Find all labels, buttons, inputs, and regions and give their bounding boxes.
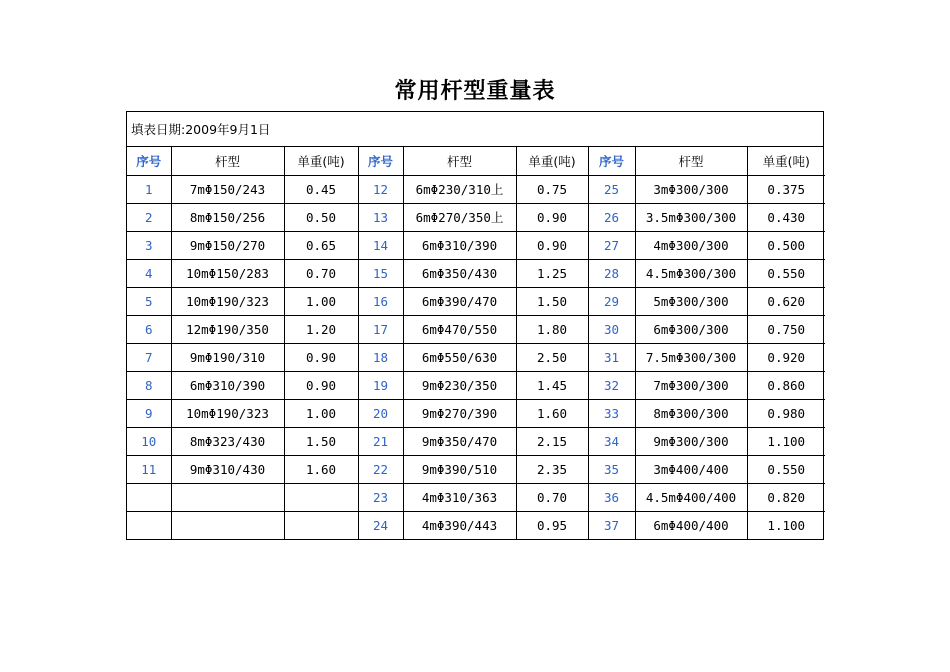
seq-cell: 8 xyxy=(127,371,171,399)
seq-cell: 29 xyxy=(588,287,635,315)
seq-cell: 16 xyxy=(358,287,403,315)
seq-cell: 37 xyxy=(588,511,635,539)
pole-type-cell: 3mΦ400/400 xyxy=(635,455,747,483)
unit-weight-cell: 2.15 xyxy=(516,427,588,455)
seq-cell: 21 xyxy=(358,427,403,455)
table-row xyxy=(127,315,825,343)
header-seq: 序号 xyxy=(588,147,635,175)
unit-weight-cell: 2.50 xyxy=(516,343,588,371)
pole-type-cell: 3.5mΦ300/300 xyxy=(635,203,747,231)
unit-weight-cell: 0.820 xyxy=(747,483,825,511)
seq-cell: 15 xyxy=(358,259,403,287)
table-row xyxy=(127,483,825,511)
table-row xyxy=(127,427,825,455)
seq-cell: 4 xyxy=(127,259,171,287)
header-unit-weight: 单重(吨) xyxy=(284,147,358,175)
table-row xyxy=(127,371,825,399)
page-title: 常用杆型重量表 xyxy=(394,79,556,104)
seq-cell: 32 xyxy=(588,371,635,399)
seq-cell: 10 xyxy=(127,427,171,455)
header-seq: 序号 xyxy=(127,147,171,175)
pole-type-cell: 6mΦ350/430 xyxy=(403,259,516,287)
seq-cell: 33 xyxy=(588,399,635,427)
weight-table-sheet xyxy=(126,111,824,540)
unit-weight-cell: 0.95 xyxy=(516,511,588,539)
header-unit-weight: 单重(吨) xyxy=(747,147,825,175)
seq-cell: 14 xyxy=(358,231,403,259)
seq-cell: 24 xyxy=(358,511,403,539)
seq-cell: 30 xyxy=(588,315,635,343)
unit-weight-cell: 1.60 xyxy=(516,399,588,427)
pole-type-cell: 4mΦ300/300 xyxy=(635,231,747,259)
pole-type-cell: 3mΦ300/300 xyxy=(635,175,747,203)
seq-cell: 12 xyxy=(358,175,403,203)
unit-weight-cell: 1.100 xyxy=(747,427,825,455)
table-row xyxy=(127,287,825,315)
pole-type-cell: 4.5mΦ400/400 xyxy=(635,483,747,511)
unit-weight-cell: 0.550 xyxy=(747,259,825,287)
seq-cell: 22 xyxy=(358,455,403,483)
seq-cell xyxy=(127,483,171,511)
seq-cell: 9 xyxy=(127,399,171,427)
seq-cell: 31 xyxy=(588,343,635,371)
pole-type-cell xyxy=(171,483,284,511)
pole-type-cell: 8mΦ150/256 xyxy=(171,203,284,231)
unit-weight-cell xyxy=(284,511,358,539)
seq-cell: 34 xyxy=(588,427,635,455)
unit-weight-cell: 1.20 xyxy=(284,315,358,343)
pole-type-cell: 6mΦ390/470 xyxy=(403,287,516,315)
unit-weight-cell: 1.80 xyxy=(516,315,588,343)
unit-weight-cell: 0.375 xyxy=(747,175,825,203)
table-row xyxy=(127,231,825,259)
pole-type-cell: 6mΦ550/630 xyxy=(403,343,516,371)
unit-weight-cell: 0.75 xyxy=(516,175,588,203)
pole-type-cell: 9mΦ300/300 xyxy=(635,427,747,455)
unit-weight-cell: 0.430 xyxy=(747,203,825,231)
pole-type-cell: 9mΦ230/350 xyxy=(403,371,516,399)
unit-weight-cell: 0.550 xyxy=(747,455,825,483)
unit-weight-cell: 0.860 xyxy=(747,371,825,399)
header-seq: 序号 xyxy=(358,147,403,175)
unit-weight-cell: 2.35 xyxy=(516,455,588,483)
seq-cell: 5 xyxy=(127,287,171,315)
pole-type-cell: 4mΦ310/363 xyxy=(403,483,516,511)
pole-type-cell: 6mΦ470/550 xyxy=(403,315,516,343)
seq-cell xyxy=(127,511,171,539)
unit-weight-cell: 0.90 xyxy=(284,343,358,371)
header-pole-type: 杆型 xyxy=(171,147,284,175)
pole-type-cell: 6mΦ270/350上 xyxy=(403,203,516,231)
pole-type-cell: 4.5mΦ300/300 xyxy=(635,259,747,287)
seq-cell: 3 xyxy=(127,231,171,259)
pole-type-cell: 9mΦ190/310 xyxy=(171,343,284,371)
pole-type-cell: 6mΦ230/310上 xyxy=(403,175,516,203)
unit-weight-cell: 1.45 xyxy=(516,371,588,399)
unit-weight-cell: 0.50 xyxy=(284,203,358,231)
seq-cell: 11 xyxy=(127,455,171,483)
pole-type-cell: 8mΦ300/300 xyxy=(635,399,747,427)
pole-type-cell: 6mΦ400/400 xyxy=(635,511,747,539)
pole-type-cell: 8mΦ323/430 xyxy=(171,427,284,455)
seq-cell: 2 xyxy=(127,203,171,231)
pole-type-cell: 6mΦ310/390 xyxy=(403,231,516,259)
header-pole-type: 杆型 xyxy=(403,147,516,175)
pole-type-cell: 9mΦ310/430 xyxy=(171,455,284,483)
header-unit-weight: 单重(吨) xyxy=(516,147,588,175)
unit-weight-cell: 0.500 xyxy=(747,231,825,259)
seq-cell: 20 xyxy=(358,399,403,427)
pole-type-cell: 10mΦ190/323 xyxy=(171,287,284,315)
pole-type-cell: 9mΦ390/510 xyxy=(403,455,516,483)
fill-date: 填表日期:2009年9月1日 xyxy=(127,112,823,147)
unit-weight-cell: 0.70 xyxy=(516,483,588,511)
unit-weight-cell: 1.100 xyxy=(747,511,825,539)
seq-cell: 26 xyxy=(588,203,635,231)
table-row xyxy=(127,455,825,483)
unit-weight-cell: 0.45 xyxy=(284,175,358,203)
seq-cell: 7 xyxy=(127,343,171,371)
unit-weight-cell: 0.980 xyxy=(747,399,825,427)
seq-cell: 19 xyxy=(358,371,403,399)
seq-cell: 28 xyxy=(588,259,635,287)
unit-weight-cell: 0.920 xyxy=(747,343,825,371)
table-row xyxy=(127,399,825,427)
seq-cell: 17 xyxy=(358,315,403,343)
seq-cell: 27 xyxy=(588,231,635,259)
unit-weight-cell: 1.00 xyxy=(284,287,358,315)
pole-type-cell: 12mΦ190/350 xyxy=(171,315,284,343)
pole-type-cell: 7mΦ150/243 xyxy=(171,175,284,203)
unit-weight-cell: 0.65 xyxy=(284,231,358,259)
table-row xyxy=(127,259,825,287)
pole-type-cell: 9mΦ270/390 xyxy=(403,399,516,427)
pole-type-cell: 5mΦ300/300 xyxy=(635,287,747,315)
pole-type-cell: 10mΦ190/323 xyxy=(171,399,284,427)
seq-cell: 6 xyxy=(127,315,171,343)
seq-cell: 35 xyxy=(588,455,635,483)
unit-weight-cell: 1.60 xyxy=(284,455,358,483)
pole-type-cell: 4mΦ390/443 xyxy=(403,511,516,539)
unit-weight-cell: 0.90 xyxy=(516,231,588,259)
pole-type-cell: 7.5mΦ300/300 xyxy=(635,343,747,371)
seq-cell: 18 xyxy=(358,343,403,371)
unit-weight-cell: 0.90 xyxy=(516,203,588,231)
weight-table xyxy=(127,147,825,539)
header-pole-type: 杆型 xyxy=(635,147,747,175)
seq-cell: 13 xyxy=(358,203,403,231)
table-body xyxy=(127,175,825,539)
unit-weight-cell xyxy=(284,483,358,511)
seq-cell: 1 xyxy=(127,175,171,203)
unit-weight-cell: 0.620 xyxy=(747,287,825,315)
seq-cell: 23 xyxy=(358,483,403,511)
table-row xyxy=(127,511,825,539)
table-row xyxy=(127,175,825,203)
unit-weight-cell: 1.50 xyxy=(284,427,358,455)
unit-weight-cell: 0.70 xyxy=(284,259,358,287)
pole-type-cell: 10mΦ150/283 xyxy=(171,259,284,287)
pole-type-cell: 9mΦ150/270 xyxy=(171,231,284,259)
pole-type-cell: 6mΦ300/300 xyxy=(635,315,747,343)
pole-type-cell: 6mΦ310/390 xyxy=(171,371,284,399)
pole-type-cell: 7mΦ300/300 xyxy=(635,371,747,399)
unit-weight-cell: 1.50 xyxy=(516,287,588,315)
unit-weight-cell: 0.750 xyxy=(747,315,825,343)
table-row xyxy=(127,343,825,371)
pole-type-cell: 9mΦ350/470 xyxy=(403,427,516,455)
unit-weight-cell: 0.90 xyxy=(284,371,358,399)
pole-type-cell xyxy=(171,511,284,539)
table-row xyxy=(127,203,825,231)
seq-cell: 25 xyxy=(588,175,635,203)
seq-cell: 36 xyxy=(588,483,635,511)
header-row xyxy=(127,147,825,175)
unit-weight-cell: 1.25 xyxy=(516,259,588,287)
unit-weight-cell: 1.00 xyxy=(284,399,358,427)
